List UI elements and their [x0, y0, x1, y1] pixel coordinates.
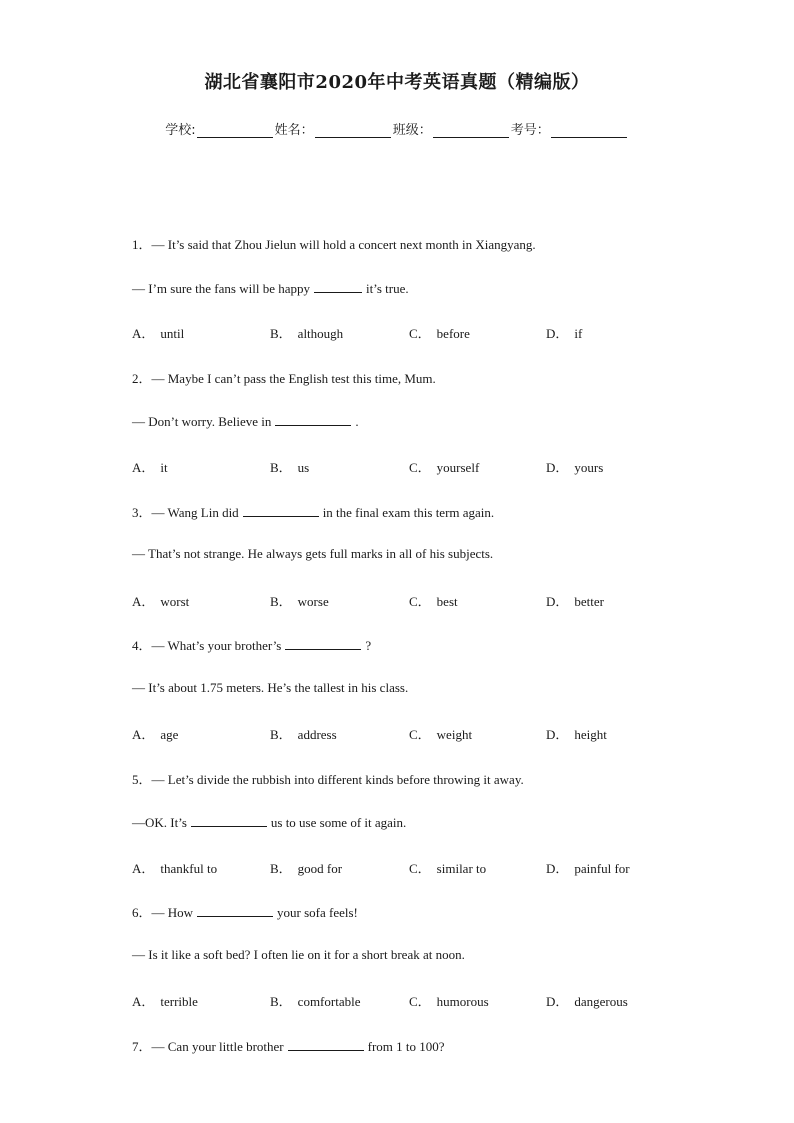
question-6-option-b[interactable]: B． comfortable: [270, 994, 361, 1009]
question-1-reply: [132, 279, 409, 297]
answer-blank[interactable]: [197, 903, 273, 917]
question-6-option-a[interactable]: A． terrible: [132, 994, 198, 1009]
question-4-reply: — It’s about 1.75 meters. He’s the tallest in his class.: [132, 680, 409, 695]
question-5-option-d[interactable]: D． painful for: [546, 861, 630, 876]
question-4-option-b[interactable]: B． address: [270, 727, 337, 742]
exam-no-label: 考号：: [510, 123, 550, 138]
reply-text-after: .: [355, 414, 359, 429]
question-1-option-c[interactable]: C． before: [409, 326, 470, 341]
prompt-text-after: from 1 to 100?: [367, 1039, 445, 1054]
question-2-option-a[interactable]: A． it: [132, 460, 168, 475]
reply-text-before: —OK. It’s: [132, 815, 187, 830]
answer-blank[interactable]: [275, 412, 351, 426]
answer-blank[interactable]: [288, 1037, 364, 1051]
school-label: 学校:: [165, 123, 196, 138]
school-blank[interactable]: [197, 122, 273, 138]
prompt-text-before: 6．— How: [132, 905, 194, 920]
question-5-option-c[interactable]: C． similar to: [409, 861, 487, 876]
question-4-option-d[interactable]: D． height: [546, 727, 607, 742]
prompt-text-before: 3．— Wang Lin did: [132, 505, 239, 520]
question-1-option-a[interactable]: A． until: [132, 326, 185, 341]
page-title: 湖北省襄阳市2020年中考英语真题（精编版）: [204, 72, 590, 93]
question-5-prompt: 5．— Let’s divide the rubbish into different kinds before throwing it away.: [132, 772, 524, 787]
question-6-option-c[interactable]: C． humorous: [409, 994, 489, 1009]
class-label: 班级：: [392, 123, 432, 138]
question-1-option-d[interactable]: D． if: [546, 326, 583, 341]
name-label: 姓名：: [274, 123, 314, 138]
question-3-option-a[interactable]: A． worst: [132, 594, 190, 609]
question-5-reply: [132, 813, 406, 831]
answer-blank[interactable]: [285, 636, 361, 650]
answer-blank[interactable]: [314, 279, 362, 293]
reply-text-before: — I’m sure the fans will be happy: [132, 281, 310, 296]
question-3-option-c[interactable]: C． best: [409, 594, 458, 609]
question-3-reply: — That’s not strange. He always gets full marks in all of his subjects.: [132, 546, 494, 561]
question-2-option-c[interactable]: C． yourself: [409, 460, 480, 475]
question-2-prompt: 2．— Maybe I can’t pass the English test this time, Mum.: [132, 371, 436, 386]
question-3-prompt: [132, 502, 494, 521]
question-2-option-b[interactable]: B． us: [270, 460, 310, 475]
reply-text-after: us to use some of it again.: [270, 815, 407, 830]
question-5-option-a[interactable]: A． thankful to: [132, 861, 218, 876]
class-blank[interactable]: [433, 122, 509, 138]
prompt-text-after: in the final exam this term again.: [322, 505, 495, 520]
question-4-option-c[interactable]: C． weight: [409, 727, 473, 742]
question-1-option-b[interactable]: B． although: [270, 326, 344, 341]
prompt-text-before: 4．— What’s your brother’s: [132, 638, 282, 653]
question-4-prompt: [132, 635, 371, 654]
question-3-option-b[interactable]: B． worse: [270, 594, 329, 609]
prompt-text-after: ?: [365, 638, 372, 653]
question-6-reply: — Is it like a soft bed? I often lie on it for a short break at noon.: [132, 947, 465, 962]
prompt-text-after: your sofa feels!: [277, 905, 358, 920]
question-6-option-d[interactable]: D． dangerous: [546, 994, 628, 1009]
reply-text-after: it’s true.: [365, 281, 409, 296]
question-3-option-d[interactable]: D． better: [546, 594, 604, 609]
question-4-option-a[interactable]: A． age: [132, 727, 179, 742]
question-5-option-b[interactable]: B． good for: [270, 861, 343, 876]
answer-blank[interactable]: [243, 503, 319, 517]
question-6-prompt: [132, 902, 358, 921]
question-7-prompt: [132, 1036, 445, 1055]
answer-blank[interactable]: [191, 813, 267, 827]
name-blank[interactable]: [315, 122, 391, 138]
question-2-reply: [132, 412, 359, 430]
question-1-prompt: 1．— It’s said that Zhou Jielun will hold a concert next month in Xiangyang.: [132, 237, 536, 252]
student-info-row: [0, 119, 794, 138]
question-2-option-d[interactable]: D． yours: [546, 460, 604, 475]
reply-text-before: — Don’t worry. Believe in: [132, 414, 272, 429]
exam-no-blank[interactable]: [551, 122, 627, 138]
prompt-text-before: 7．— Can your little brother: [132, 1039, 284, 1054]
